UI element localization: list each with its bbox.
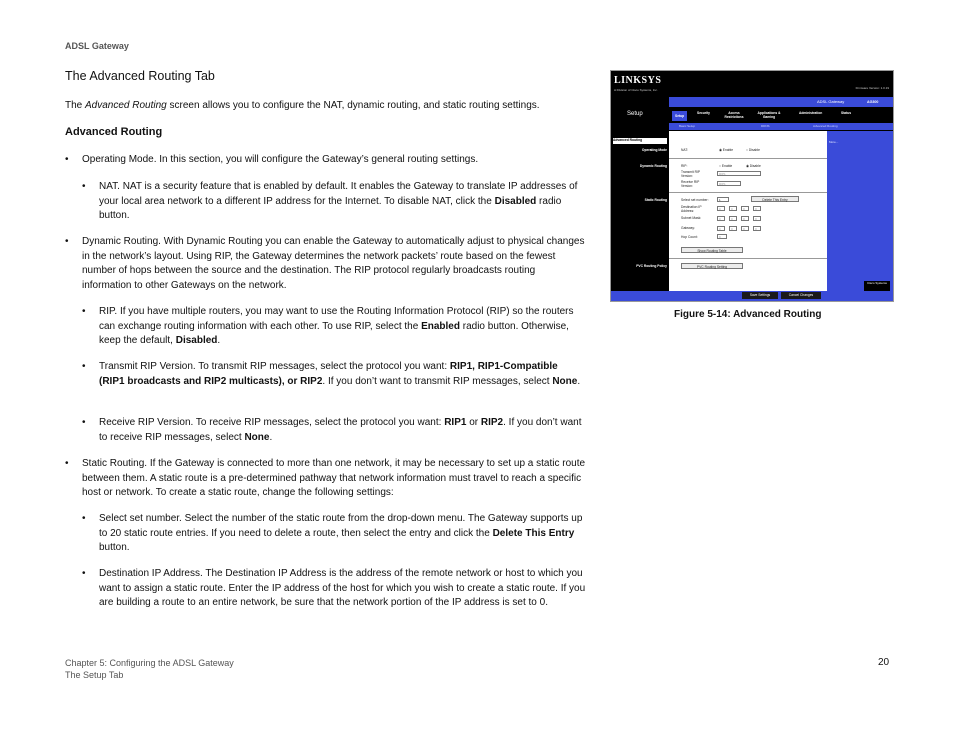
firmware-version: Firmware Version: 1.0.19: [855, 86, 889, 90]
list-item: • Dynamic Routing. With Dynamic Routing you can enable the Gateway to automatically adjust to physical changes in the network’s layout. Using RIP, the Gateway determines the network packets’ route based on the fewest number of hops between the source and the destination. The RIP protocol regularly broadcasts routing information to other Gateways on the network.: [65, 236, 585, 291]
divider: [669, 258, 827, 259]
tab-security[interactable]: Security: [697, 111, 711, 115]
figure-caption: Figure 5-14: Advanced Routing: [674, 309, 822, 320]
transmit-rip-label: Transmit RIP Version:: [681, 170, 701, 178]
mask-octet-4[interactable]: 0: [753, 216, 761, 221]
list-item: • Operating Mode. In this section, you will configure the Gateway’s general routing settings.: [65, 154, 479, 165]
dest-ip-octet-1[interactable]: 0: [717, 206, 725, 211]
tab-applications-gaming[interactable]: Applications & Gaming: [757, 111, 781, 119]
mask-octet-1[interactable]: 0: [717, 216, 725, 221]
dest-ip-octet-3[interactable]: 0: [741, 206, 749, 211]
tab-status[interactable]: Status: [841, 111, 852, 115]
nat-label: NAT:: [681, 148, 688, 152]
section-title: The Advanced Routing Tab: [65, 69, 215, 83]
gateway-octet-3[interactable]: 0: [741, 226, 749, 231]
list-item: • NAT. NAT is a security feature that is enabled by default. It enables the Gateway to translate IP addresses of your local area network to a different IP address for the Internet. To disable NAT, click the Disabled radio button.: [82, 181, 578, 221]
mask-octet-3[interactable]: 0: [741, 216, 749, 221]
section-dynamic-routing: Dynamic Routing: [639, 164, 667, 168]
list-item: • Select set number. Select the number of the static route from the drop-down menu. The Gateway supports up to 20 static route entries. If you need to delete a route, then select the entry and click the Delete This Entry button.: [82, 513, 583, 553]
cisco-logo: Cisco Systems: [864, 281, 890, 291]
running-header: ADSL Gateway: [65, 41, 129, 51]
product-model: AG300: [867, 100, 879, 104]
section-pvc-routing-policy: PVC Routing Policy: [636, 264, 667, 268]
receive-rip-label: Receive RIP Version:: [681, 180, 700, 188]
gateway-octet-1[interactable]: 0: [717, 226, 725, 231]
rip-label: RIP:: [681, 164, 688, 168]
dest-ip-octet-2[interactable]: 0: [729, 206, 737, 211]
linksys-logo: LINKSYS: [614, 75, 662, 86]
delete-entry-button[interactable]: Delete This Entry: [751, 196, 799, 202]
destination-ip-label: Destination IP Address:: [681, 205, 702, 213]
list-item: • Destination IP Address. The Destination IP Address is the address of the remote network or host to which you want to assign a static route. Enter the IP address of the host for which you wish to create a static route. If you are building a route to an entire network, be sure that the network portion of the IP address is set to 0.: [82, 568, 586, 608]
section-static-routing: Static Routing: [644, 198, 667, 202]
nat-disable-radio[interactable]: ○ Disable: [746, 148, 760, 152]
footer-chapter: Chapter 5: Configuring the ADSL Gateway The Setup Tab: [65, 658, 234, 680]
select-set-label: Select set number:: [681, 198, 709, 202]
list-item: • Receive RIP Version. To receive RIP messages, select the protocol you want: RIP1 or RIP2. If you don’t want to receive RIP messages, select None.: [82, 417, 582, 443]
nat-enable-radio[interactable]: ◉ Enable: [719, 148, 734, 152]
mask-octet-2[interactable]: 0: [729, 216, 737, 221]
subtab-ddns[interactable]: DDNS: [761, 124, 770, 128]
transmit-rip-select[interactable]: RIP1: [717, 171, 761, 176]
intro-paragraph: The Advanced Routing screen allows you to configure the NAT, dynamic routing, and static routing settings.: [65, 100, 540, 111]
divider: [669, 192, 827, 193]
gateway-label: Gateway:: [681, 226, 695, 230]
product-bar: [669, 97, 893, 107]
list-item: • Static Routing. If the Gateway is connected to more than one network, it may be necessary to set up a static route between them. A static route is a pre-determined pathway that network information must travel to reach a specific host or network. To create a static route, change the following settings:: [65, 458, 586, 498]
setup-label: Setup: [627, 111, 643, 117]
rip-disable-radio[interactable]: ◉ Disable: [746, 164, 761, 168]
hop-count-input[interactable]: 0: [717, 234, 727, 239]
advanced-routing-screenshot: [610, 70, 894, 302]
gateway-octet-4[interactable]: 0: [753, 226, 761, 231]
divider: [669, 158, 827, 159]
tab-setup[interactable]: Setup: [672, 111, 687, 121]
pvc-routing-setting-button[interactable]: PVC Routing Setting: [681, 263, 743, 269]
list-item: • Transmit RIP Version. To transmit RIP messages, select the protocol you want: RIP1, RIP1-Compatible (RIP1 broadcasts and RIP2 multicasts), or RIP2. If you don’t want to transmit RIP messages, select None.: [82, 361, 581, 387]
cancel-changes-button[interactable]: Cancel Changes: [781, 292, 821, 299]
product-name: ADSL Gateway: [817, 99, 845, 104]
more-link[interactable]: More...: [829, 140, 839, 144]
tab-access-restrictions[interactable]: Access Restrictions: [724, 111, 744, 119]
subnet-mask-label: Subnet Mask:: [681, 216, 702, 220]
hop-count-label: Hop Count:: [681, 235, 698, 239]
save-settings-button[interactable]: Save Settings: [742, 292, 778, 299]
select-set-dropdown[interactable]: 1: [717, 197, 729, 202]
subtab-basic-setup[interactable]: Basic Setup: [679, 124, 696, 128]
subheading: Advanced Routing: [65, 126, 163, 138]
section-operating-mode: Operating Mode: [641, 148, 667, 152]
list-item: • RIP. If you have multiple routers, you may want to use the Routing Information Protocol (RIP) so the routers can exchange routing information with each other. To use RIP, select the Enabled radio button. Otherwise, keep the default, Disabled.: [82, 306, 574, 346]
help-column: [827, 131, 893, 291]
logo-subtitle: A Division of Cisco Systems, Inc.: [614, 88, 658, 92]
subtab-advanced-routing[interactable]: Advanced Routing: [813, 124, 838, 128]
dest-ip-octet-4[interactable]: 0: [753, 206, 761, 211]
tab-administration[interactable]: Administration: [799, 111, 823, 115]
receive-rip-select[interactable]: RIP1: [717, 181, 741, 186]
rip-enable-radio[interactable]: ○ Enable: [719, 164, 733, 168]
page-number: 20: [878, 657, 890, 668]
show-routing-table-button[interactable]: Show Routing Table: [681, 247, 743, 253]
subtab-bar: [669, 123, 893, 130]
gateway-octet-2[interactable]: 0: [729, 226, 737, 231]
section-advanced-routing: Advanced Routing: [613, 138, 667, 144]
